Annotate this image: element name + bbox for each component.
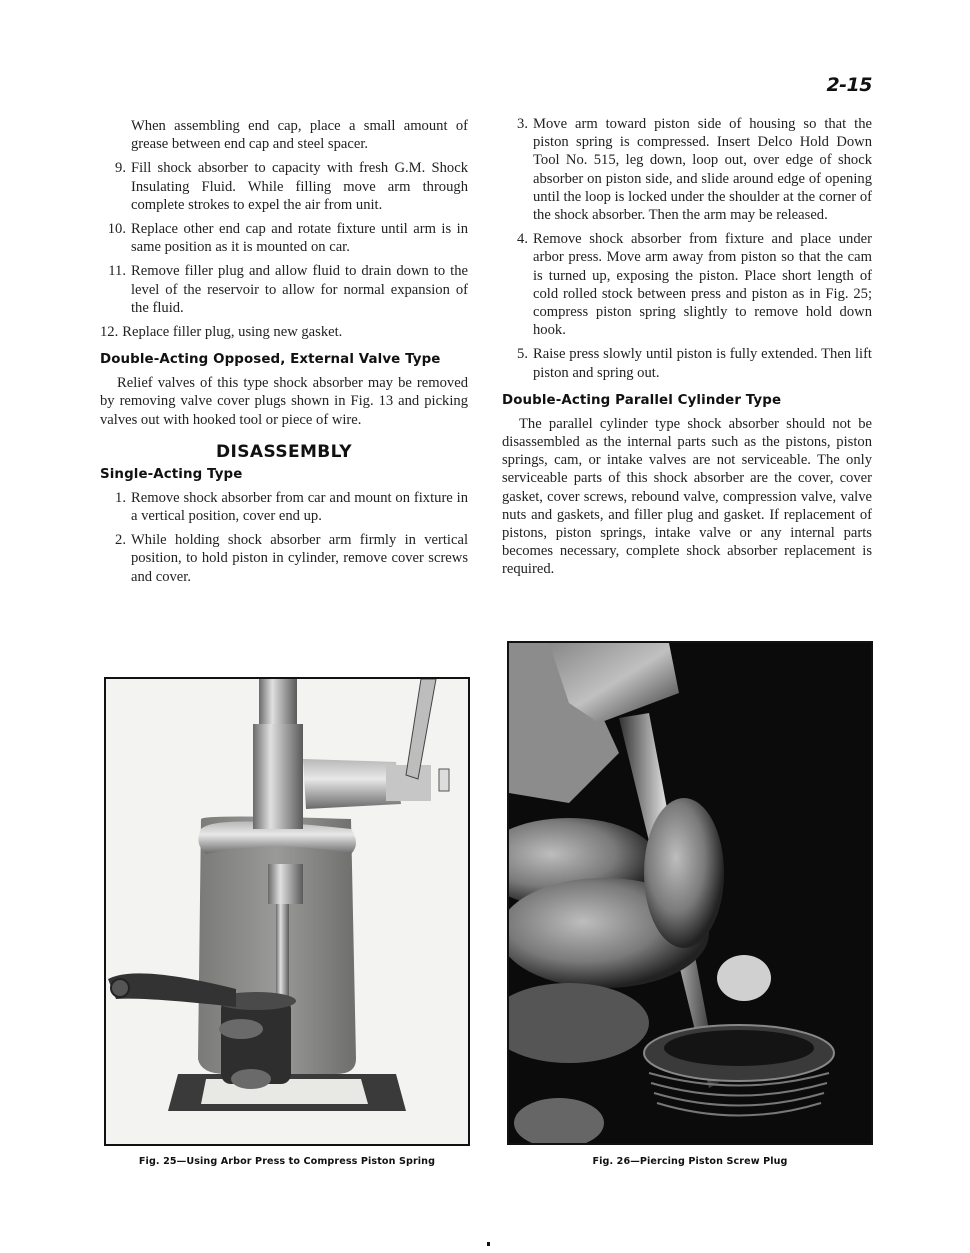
parallel-cylinder-paragraph: The parallel cylinder type shock absorber should not be disassembled as the internal parts such as the pistons, piston springs, cam, or intake valves are not serviceable. The only serviceable parts of this shock absorber are the cover, cover gasket, cover screws, rebound valve, compression valve, valve nuts and gaskets, and filler plug and gasket. If replacement of pistons, piston springs, intake valve or any internal parts becomes necessary, complete shock absorber replacement is required. — [502, 415, 872, 578]
figure-piercing-plug — [507, 641, 873, 1145]
list-item — [100, 489, 468, 525]
opposed-valve-paragraph: Relief valves of this type shock absorber may be removed by removing valve cover plugs shown in Fig. 13 and picking valves out with hooked tool or piece of wire. — [100, 375, 468, 428]
section-title-disassembly: DISASSEMBLY — [216, 441, 352, 462]
list-item-text: Fill shock absorber to capacity with fresh G.M. Shock Insulating Fluid. While filling move arm through complete strokes to expel the air from unit. — [131, 160, 468, 213]
list-item-number: 3. — [517, 116, 528, 132]
subheading-opposed-valve: Double-Acting Opposed, External Valve Type — [100, 352, 441, 368]
list-item-number: 9. — [115, 160, 126, 177]
list-item — [100, 159, 468, 214]
left-column — [100, 117, 468, 592]
list-item-number: 1. — [115, 489, 126, 506]
list-item-text: Replace filler plug, using new gasket. — [122, 324, 343, 341]
figure-25-caption: Fig. 25—Using Arbor Press to Compress Piston Spring — [138, 1156, 436, 1167]
subheading-parallel-cylinder: Double-Acting Parallel Cylinder Type — [502, 392, 782, 408]
list-item — [100, 262, 468, 317]
page-mark — [487, 1242, 490, 1246]
list-item-number: 5. — [517, 346, 528, 363]
list-item — [502, 230, 872, 339]
intro-paragraph: When assembling end cap, place a small amount of grease between end cap and steel spacer. — [131, 118, 468, 153]
list-item — [100, 220, 468, 256]
list-item — [100, 531, 468, 586]
list-item-text: Remove filler plug and allow fluid to drain down to the level of the reservoir to allow for normal expansion of the fluid. — [131, 263, 468, 316]
list-item-number: 4. — [517, 231, 528, 248]
page-number: 2-15 — [826, 74, 872, 96]
list-item-number: 10. — [107, 221, 126, 238]
list-item — [502, 115, 872, 224]
list-item-text: Move arm toward piston side of housing so that the piston spring is compressed. Insert Delco Hold Down Tool No. 515, leg down, loop out, over edge of shock absorber on piston side, and slide around edge of opening until the loop is locked under the shoulder at the corner of the shock absorber. Then the arm may be released. — [533, 116, 872, 224]
list-item-number: 12. — [100, 324, 119, 341]
list-item-text: Raise press slowly until piston is fully extended. Then lift piston and spring out. — [533, 346, 872, 381]
list-item — [502, 345, 872, 381]
arbor-press-illustration — [106, 679, 468, 1144]
list-item-text: Replace other end cap and rotate fixture until arm is in same position as it is mounted on car. — [131, 221, 468, 256]
list-item — [100, 323, 468, 341]
figure-26-caption: Fig. 26—Piercing Piston Screw Plug — [592, 1156, 788, 1167]
piercing-plug-illustration — [509, 643, 871, 1143]
list-item-number: 2. — [115, 532, 126, 549]
list-item-number: 11. — [108, 263, 126, 280]
list-item-text: Remove shock absorber from fixture and place under arbor press. Move arm away from piston so that the cam is turned up, exposing the piston. Place short length of cold rolled stock between press and piston as in Fig. 25; compress piston spring slightly to remove hold down hook. — [533, 231, 872, 339]
subheading-single-acting: Single-Acting Type — [100, 466, 243, 482]
list-item-text: While holding shock absorber arm firmly in vertical position, to hold piston in cylinder, remove cover screws and cover. — [131, 532, 468, 585]
list-item-text: Remove shock absorber from car and mount on fixture in a vertical position, cover end up. — [131, 489, 468, 525]
figure-arbor-press — [104, 677, 470, 1146]
right-column — [502, 115, 872, 579]
